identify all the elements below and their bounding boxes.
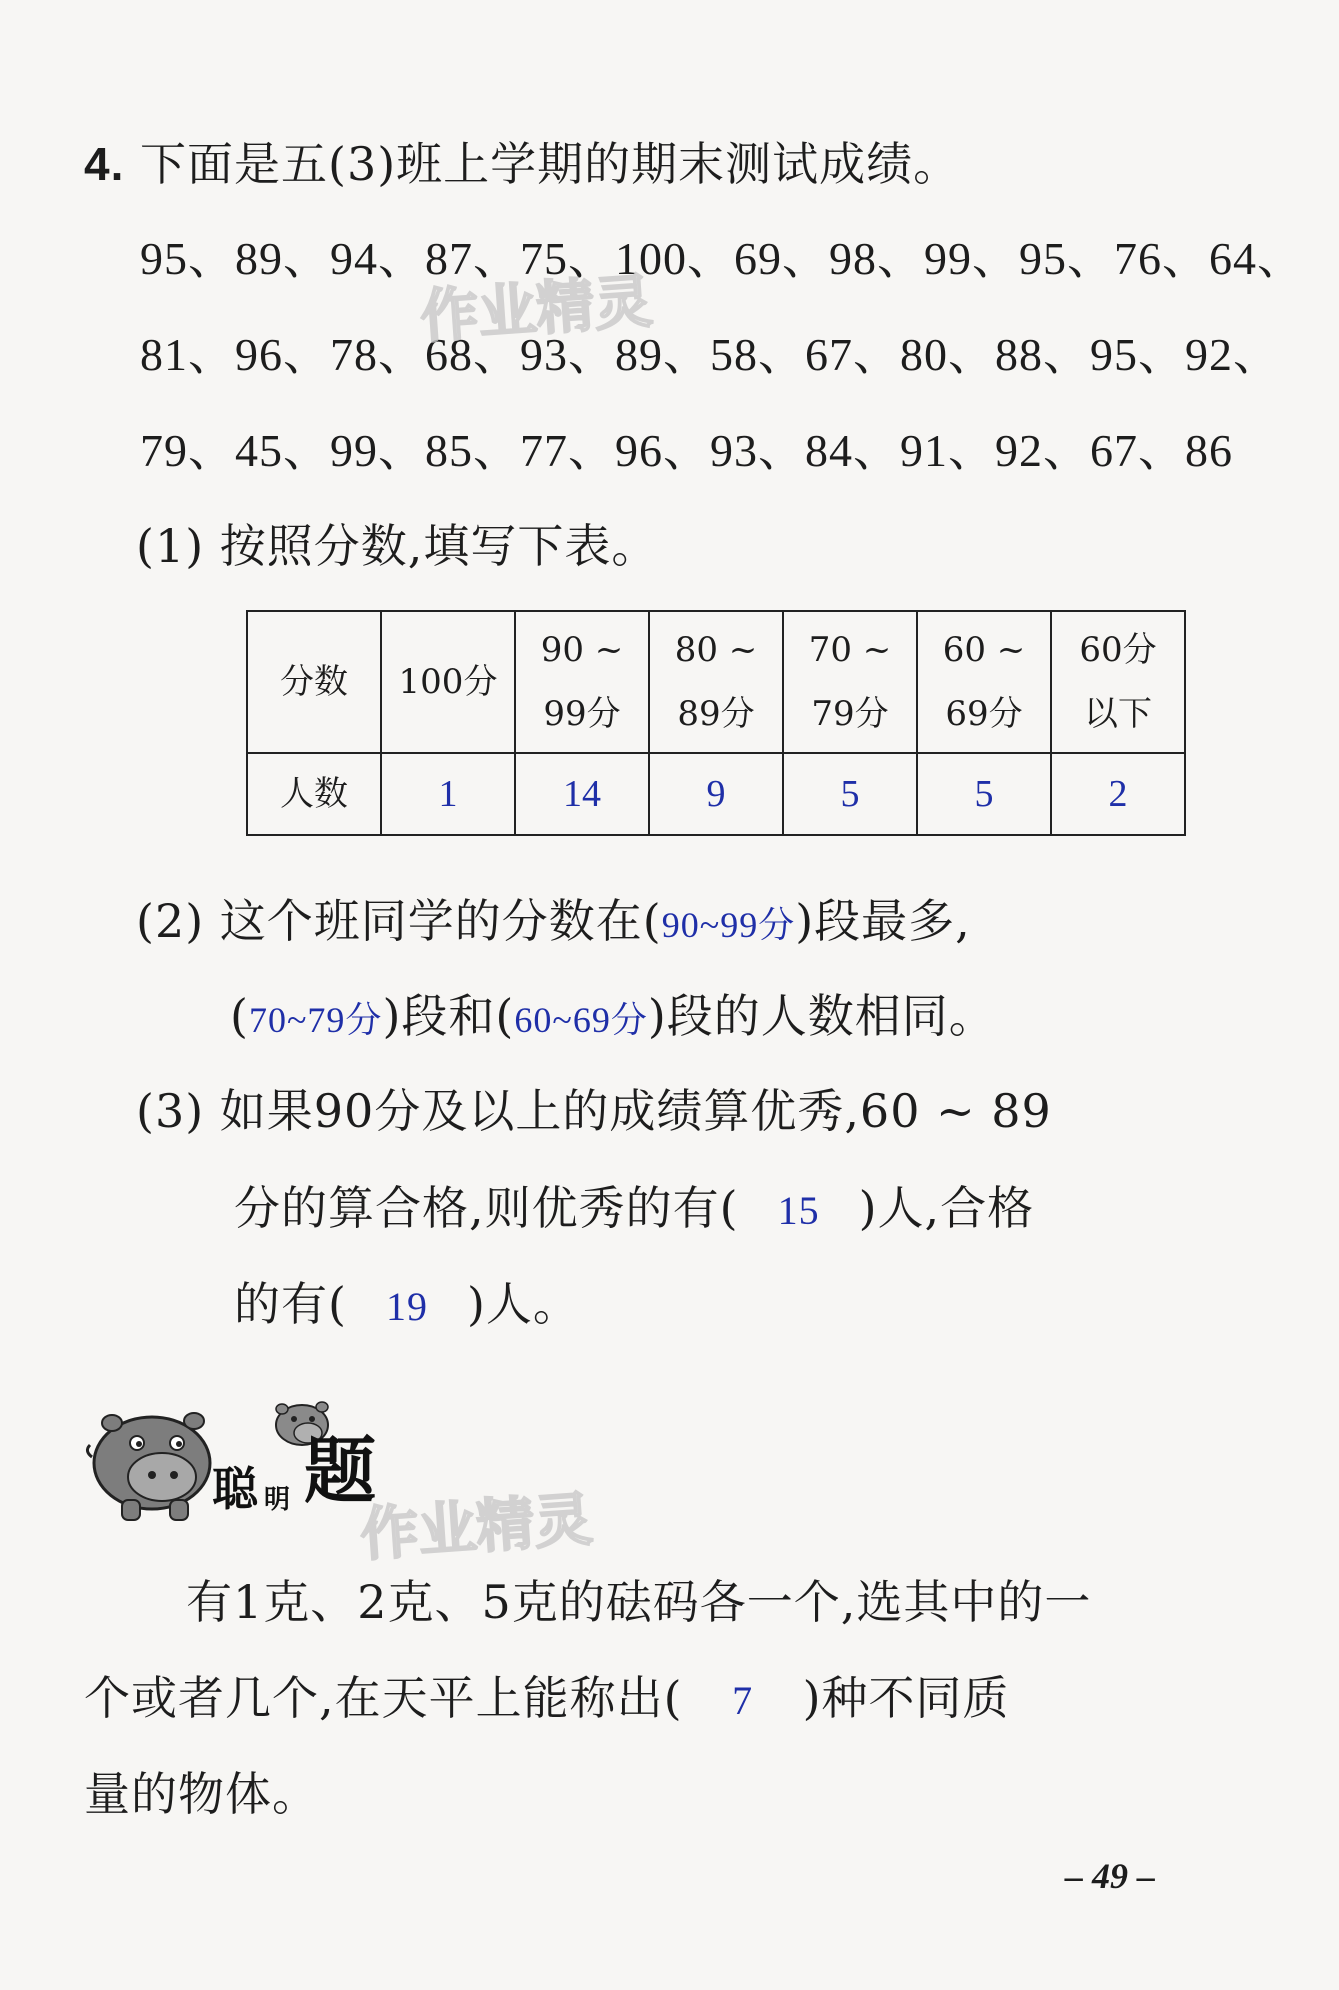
part-2-line-2: (70~79分)段和(60~69分)段的人数相同。	[230, 989, 996, 1043]
table-count-label: 人数	[247, 753, 381, 835]
table-header-cell: 60分 以下	[1051, 611, 1185, 753]
brain-teaser-logo	[82, 1395, 402, 1529]
count-cell: 2	[1051, 753, 1185, 835]
question-number: 4.	[84, 138, 125, 190]
page-number: – 49 –	[1065, 1856, 1155, 1896]
part-3-line-3: 的有( 19 )人。	[234, 1277, 580, 1331]
count-cell: 1	[381, 753, 515, 835]
table-header-cell: 90 ~ 99分	[515, 611, 649, 753]
table-header-label: 分数	[247, 611, 381, 753]
count-cell: 5	[783, 753, 917, 835]
answer-same-range-1: 70~79分	[248, 1000, 383, 1040]
logo-text-3: 题	[304, 1429, 377, 1513]
count-cell: 5	[917, 753, 1051, 835]
part-1-instruction: (1) 按照分数,填写下表。	[136, 519, 659, 573]
answer-most-range: 90~99分	[661, 905, 796, 945]
table-header-row	[247, 611, 1185, 753]
answer-pass-count: 19	[385, 1284, 428, 1329]
scores-line-1: 95、89、94、87、75、100、69、98、99、95、76、64、	[140, 233, 1304, 284]
teaser-line-2: 个或者几个,在天平上能称出( 7 )种不同质	[84, 1671, 1010, 1725]
table-header-cell: 100分	[381, 611, 515, 753]
table-header-cell: 60 ~ 69分	[917, 611, 1051, 753]
count-cell: 14	[515, 753, 649, 835]
logo-text-2: 明	[264, 1485, 291, 1515]
question-4-title	[84, 128, 960, 194]
table-header-cell: 70 ~ 79分	[783, 611, 917, 753]
count-cell: 9	[649, 753, 783, 835]
watermark: 作业精灵	[358, 1484, 595, 1569]
scores-line-3: 79、45、99、85、77、96、93、84、91、92、67、86	[140, 425, 1233, 476]
answer-weights-count: 7	[732, 1678, 754, 1723]
part-2-line-1: (2) 这个班同学的分数在(90~99分)段最多,	[136, 894, 971, 948]
question-title-text: 下面是五(3)班上学期的期末测试成绩。	[140, 137, 961, 191]
answer-excellent-count: 15	[777, 1188, 820, 1233]
part-3-line-2: 分的算合格,则优秀的有( 15 )人,合格	[234, 1181, 1035, 1235]
teaser-line-1: 有1克、2克、5克的砝码各一个,选其中的一	[186, 1575, 1092, 1629]
watermark: 作业精灵	[418, 266, 655, 351]
teaser-line-3: 量的物体。	[84, 1767, 319, 1821]
logo-text-1: 聪	[212, 1462, 258, 1516]
part-3-line-1: (3) 如果90分及以上的成绩算优秀,60 ~ 89	[136, 1084, 1052, 1138]
scores-line-2: 81、96、78、68、93、89、58、67、80、88、95、92、	[140, 329, 1280, 380]
table-header-cell: 80 ~ 89分	[649, 611, 783, 753]
answer-same-range-2: 60~69分	[514, 1000, 648, 1040]
table-count-row	[247, 753, 1185, 835]
score-table	[246, 610, 1186, 836]
